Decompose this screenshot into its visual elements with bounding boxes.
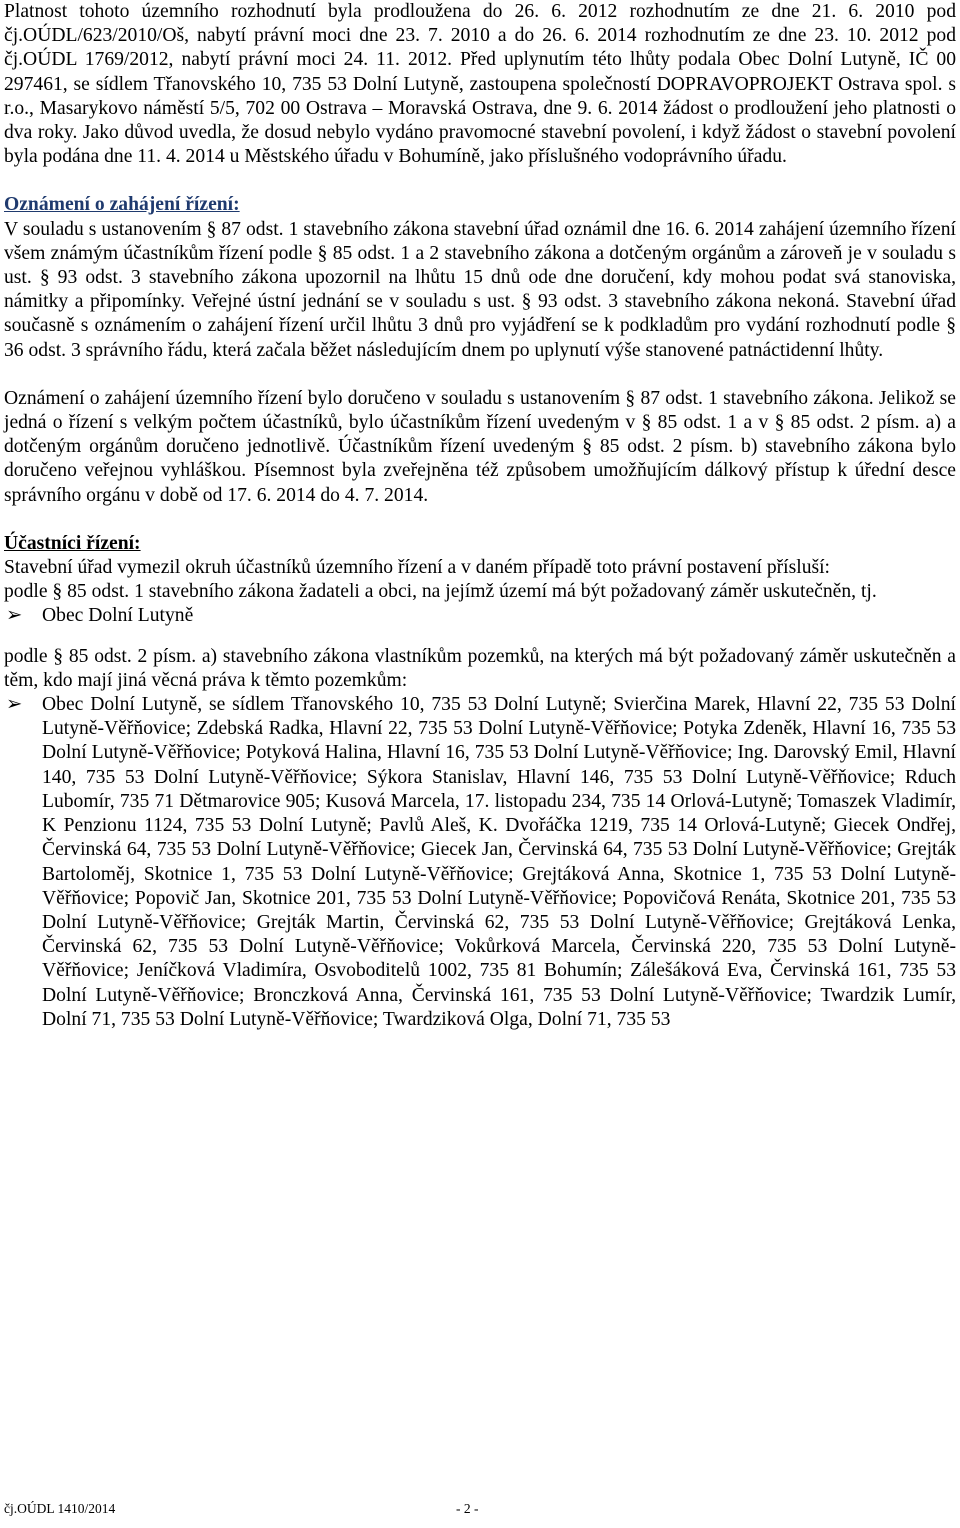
heading-participants: Účastníci řízení:: [4, 532, 141, 554]
paragraph-participants-85-2a: podle § 85 odst. 2 písm. a) stavebního zákona vlastníkům pozemků, na kterých má být požadovaný záměr uskutečněn a těm, kdo mají jiná věcná práva k těmto pozemkům:: [4, 645, 956, 691]
footer-reference: čj.OÚDL 1410/2014: [4, 1501, 116, 1516]
footer-page-number: - 2 -: [456, 1501, 479, 1516]
paragraph-validity-extension: Platnost tohoto územního rozhodnutí byla prodloužena do 26. 6. 2012 rozhodnutím ze dne 21. 6. 2010 pod čj.OÚDL/623/2010/Oš, nabytí právní moci dne 23. 7. 2010 a do 26. 6. 2014 rozhodnutím ze dne 23. 10. 2012 pod čj.OÚDL 1769/2012, nabytí právní moci 24. 11. 2012. Před uplynutím této lhůty podala Obec Dolní Lutyně, IČ 00 297461, se sídlem Třanovského 10, 735 53 Dolní Lutyně, zastoupena společností DOPRAVOPROJEKT Ostrava spol. s r.o., Masarykovo náměstí 5/5, 702 00 Ostrava – Moravská Ostrava, dne 9. 6. 2014 žádost o prodloužení jeho platnosti o dva roky. Jako důvod uvedla, že dosud nebylo vydáno pravomocné stavební povolení, i když žádost o stavební povolení byla podána dne 11. 4. 2014 u Městského úřadu v Bohumíně, jako příslušného vodoprávního úřadu.: [4, 1, 956, 168]
spacer: [4, 629, 956, 645]
spacer: [4, 508, 956, 532]
arrow-bullet-icon: ➢: [6, 605, 23, 627]
paragraph-participants-intro: Stavební úřad vymezil okruh účastníků územního řízení a v daném případě toto právní postavení přísluší:: [4, 557, 830, 579]
list-item-text: Obec Dolní Lutyně, se sídlem Třanovského 10, 735 53 Dolní Lutyně; Svierčina Marek, Hlavní 22, 735 53 Dolní Lutyně-Věřňovice; Zdebská Radka, Hlavní 22, 735 53 Dolní Lutyně-Věřňovice; Potyka Zdeněk, Hlavní 16, 735 53 Dolní Lutyně-Věřňovice; Potyková Halina, Hlavní 16, 735 53 Dolní Lutyně-Věřňovice; Ing. Darovský Emil, Hlavní 140, 735 53 Dolní Lutyně-Věřňovice; Sýkora Stanislav, Hlavní 146, 735 53 Dolní Lutyně-Věřňovice; Rduch Lubomír, 735 71 Dětmarovice 905; Kusová Marcela, 17. listopadu 234, 735 14 Orlová-Lutyně; Tomaszek Vladimír, K Penzionu 1124, 735 53 Dolní Lutyně; Pavlů Aleš, K. Dvořáčka 1219, 735 14 Orlová-Lutyně; Giecek Ondřej, Červinská 64, 735 53 Dolní Lutyně-Věřňovice; Giecek Jan, Červinská 64, 735 53 Dolní Lutyně-Věřňovice; Grejták Bartoloměj, Skotnice 1, 735 53 Dolní Lutyně-Věřňovice; Grejtáková Anna, Skotnice 1, 735 53 Dolní Lutyně-Věřňovice; Popovič Jan, Skotnice 201, 735 53 Dolní Lutyně-Věřňovice; Popovičová Renáta, Skotnice 201, 735 53 Dolní Lutyně-Věřňovice; Grejták Martin, Červinská 62, 735 53 Dolní Lutyně-Věřňovice; Grejtáková Lenka, Červinská 62, 735 53 Dolní Lutyně-Věřňovice; Vokůrková Marcela, Červinská 220, 735 53 Dolní Lutyně-Věřňovice; Jeníčková Vladimíra, Osvoboditelů 1002, 735 81 Bohumín; Zálešáková Eva, Červinská 161, 735 53 Dolní Lutyně-Věřňovice; Bronczková Anna, Červinská 161, 735 53 Dolní Lutyně-Věřňovice; Twardzik Lumír, Dolní 71, 735 53 Dolní Lutyně-Věřňovice; Twardziková Olga, Dolní 71, 735 53: [42, 694, 956, 1030]
spacer: [4, 169, 956, 193]
document-page: [4, 0, 956, 1032]
list-item: [4, 604, 956, 628]
list-item: [4, 693, 956, 1032]
paragraph-notice-details: V souladu s ustanovením § 87 odst. 1 stavebního zákona stavební úřad oznámil dne 16. 6. 2014 zahájení územního řízení všem známým účastníkům řízení podle § 85 odst. 1 a 2 stavebního zákona a dotčeným orgánům a zároveň je v souladu s ust. § 93 odst. 3 stavebního zákona upozornil na lhůtu 15 dnů ode dne doručení, kdy mohou podat svá stanoviska, námitky a připomínky. Veřejné ústní jednání se v souladu s ust. § 93 odst. 3 stavebního zákona nekoná. Stavební úřad současně s oznámením o zahájení řízení určil lhůtu 3 dnů pro vyjádření se k podkladům pro vydání rozhodnutí podle § 36 odst. 3 správního řádu, která začala běžet následujícím dnem po uplynutí výše stanovené patnáctidenní lhůty.: [4, 218, 956, 361]
spacer: [4, 363, 956, 387]
paragraph-participants-85-1: podle § 85 odst. 1 stavebního zákona žadateli a obci, na jejímž území má být požadovaný záměr uskutečněn, tj.: [4, 581, 877, 603]
heading-notice-of-proceedings: Oznámení o zahájení řízení:: [4, 194, 240, 216]
paragraph-notice-delivery: Oznámení o zahájení územního řízení bylo doručeno v souladu s ustanovením § 87 odst. 1 stavebního zákona. Jelikož se jedná o řízení s velkým počtem účastníků, bylo účastníkům řízení uvedeným v § 85 odst. 1 a v § 85 odst. 2 písm. a) a dotčeným orgánům doručeno jednotlivě. Účastníkům řízení uvedeným § 85 odst. 2 písm. b) stavebního zákona bylo doručeno veřejnou vyhláškou. Písemnost byla zveřejněna též způsobem umožňujícím dálkový přístup k úřední desce správního orgánu v době od 17. 6. 2014 do 4. 7. 2014.: [4, 387, 956, 506]
arrow-bullet-icon: ➢: [6, 694, 23, 716]
list-item-text: Obec Dolní Lutyně: [42, 605, 194, 627]
